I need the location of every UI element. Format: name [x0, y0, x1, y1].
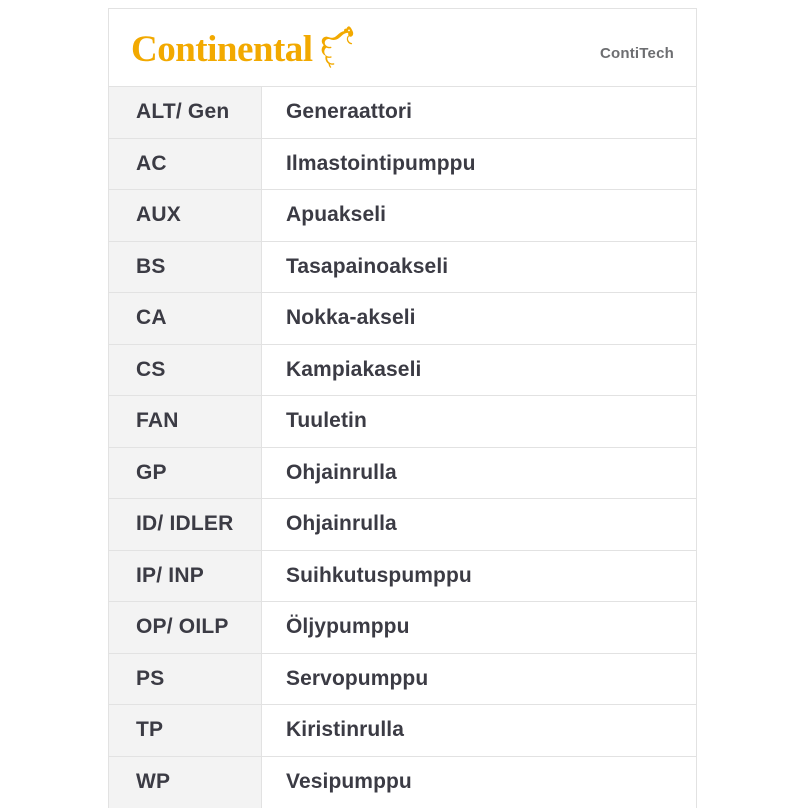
abbreviation-code: OP/ OILP: [109, 602, 262, 653]
abbreviation-table: [109, 87, 696, 808]
abbreviation-description: Nokka-akseli: [262, 293, 696, 344]
abbreviation-code: ALT/ Gen: [109, 87, 262, 138]
abbreviation-code: WP: [109, 757, 262, 808]
abbreviation-description: Ohjainrulla: [262, 499, 696, 550]
table-row: [109, 602, 696, 654]
abbreviation-code: ID/ IDLER: [109, 499, 262, 550]
abbreviation-description: Ohjainrulla: [262, 448, 696, 499]
abbreviation-description: Generaattori: [262, 87, 696, 138]
abbreviation-description: Vesipumppu: [262, 757, 696, 808]
brand-wordmark: Continental: [131, 31, 313, 69]
prancing-horse-icon: [317, 26, 357, 68]
table-row: [109, 190, 696, 242]
abbreviation-description: Tuuletin: [262, 396, 696, 447]
abbreviation-description: Öljypumppu: [262, 602, 696, 653]
abbreviation-code: AUX: [109, 190, 262, 241]
table-row: [109, 654, 696, 706]
brand-header: [109, 9, 696, 87]
table-row: [109, 551, 696, 603]
abbreviation-description: Kampiakaseli: [262, 345, 696, 396]
abbreviation-code: CA: [109, 293, 262, 344]
contitech-wordmark: ContiTech: [600, 45, 674, 62]
abbreviation-code: FAN: [109, 396, 262, 447]
abbreviation-code: PS: [109, 654, 262, 705]
abbreviation-description: Apuakseli: [262, 190, 696, 241]
table-row: [109, 448, 696, 500]
abbreviation-code: IP/ INP: [109, 551, 262, 602]
abbreviation-code: GP: [109, 448, 262, 499]
table-row: [109, 242, 696, 294]
table-row: [109, 139, 696, 191]
table-row: [109, 499, 696, 551]
abbreviation-code: AC: [109, 139, 262, 190]
abbreviation-description: Kiristinrulla: [262, 705, 696, 756]
table-row: [109, 293, 696, 345]
table-row: [109, 396, 696, 448]
abbreviation-description: Suihkutuspumppu: [262, 551, 696, 602]
table-row: [109, 87, 696, 139]
abbreviation-description: Ilmastointipumppu: [262, 139, 696, 190]
table-row: [109, 757, 696, 808]
continental-logo: [131, 26, 357, 69]
abbreviation-code: TP: [109, 705, 262, 756]
abbreviation-description: Tasapainoakseli: [262, 242, 696, 293]
abbreviation-code: BS: [109, 242, 262, 293]
abbreviation-sheet: [108, 8, 697, 808]
abbreviation-description: Servopumppu: [262, 654, 696, 705]
table-row: [109, 705, 696, 757]
abbreviation-code: CS: [109, 345, 262, 396]
table-row: [109, 345, 696, 397]
